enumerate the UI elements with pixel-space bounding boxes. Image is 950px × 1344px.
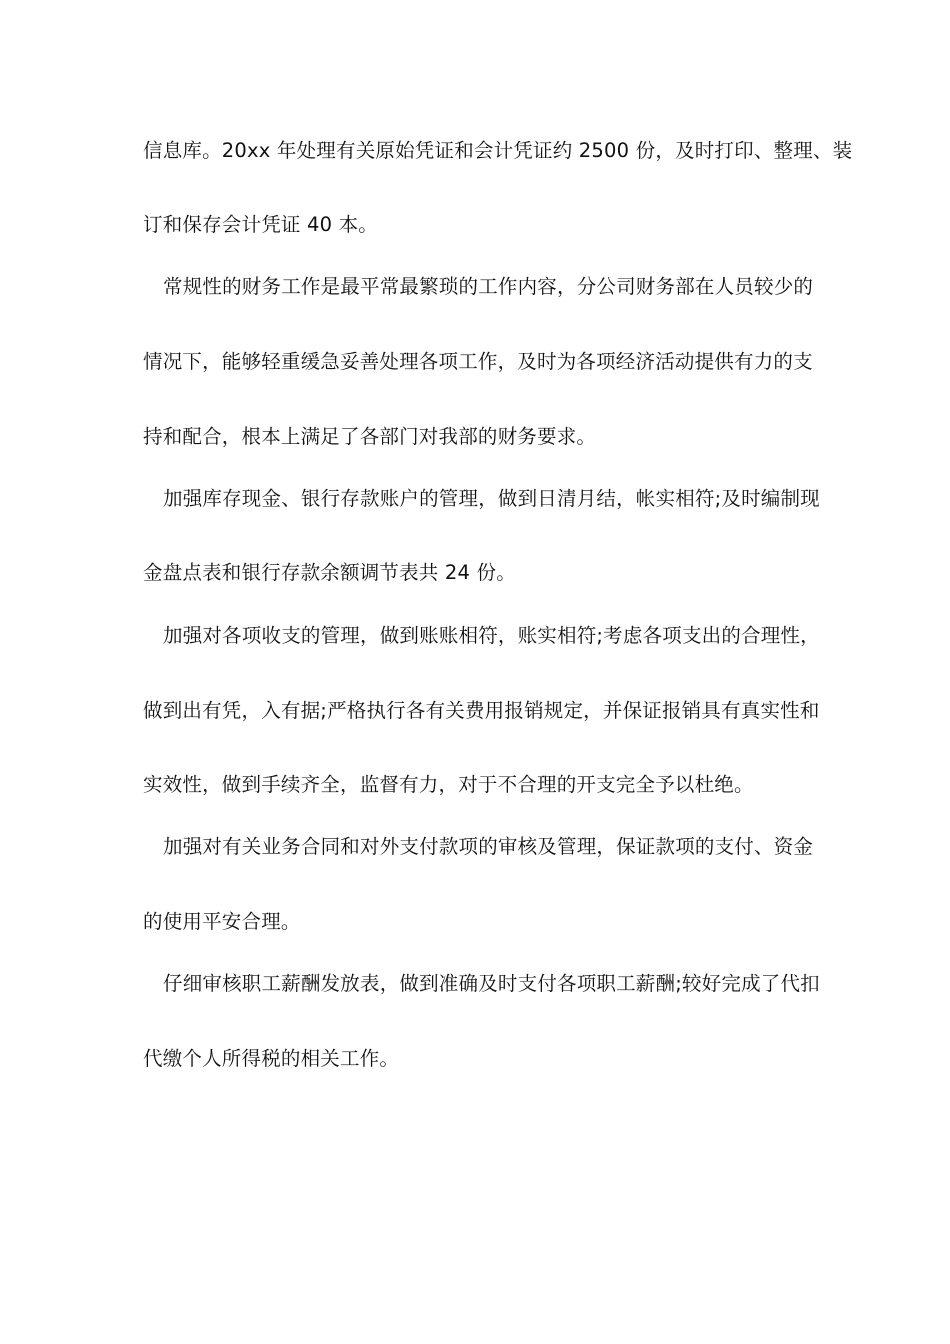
paragraph-start-line: 加强对有关业务合同和对外支付款项的审核及管理，保证款项的支付、资金: [163, 835, 814, 858]
text-line: 金盘点表和银行存款余额调节表共 24 份。: [143, 561, 516, 584]
text-line: 的使用平安合理。: [143, 910, 301, 933]
paragraph-start-line: 加强对各项收支的管理，做到账账相符，账实相符;考虑各项支出的合理性，: [163, 624, 820, 647]
text-line: 实效性，做到手续齐全，监督有力，对于不合理的开支完全予以杜绝。: [143, 773, 754, 796]
text-line: 订和保存会计凭证 40 本。: [143, 213, 379, 236]
text-line: 情况下，能够轻重缓急妥善处理各项工作，及时为各项经济活动提供有力的支: [143, 350, 813, 373]
text-line: 代缴个人所得税的相关工作。: [143, 1047, 400, 1070]
paragraph-start-line: 常规性的财务工作是最平常最繁琐的工作内容，分公司财务部在人员较少的: [163, 275, 814, 298]
paragraph-start-line: 仔细审核职工薪酬发放表，做到准确及时支付各项职工薪酬;较好完成了代扣: [163, 972, 820, 995]
paragraph-start-line: 加强库存现金、银行存款账户的管理，做到日清月结，帐实相符;及时编制现: [163, 487, 820, 510]
text-line: 持和配合，根本上满足了各部门对我部的财务要求。: [143, 425, 597, 448]
text-line: 信息库。20xx 年处理有关原始凭证和会计凭证约 2500 份，及时打印、整理、装: [143, 139, 853, 162]
text-line: 做到出有凭，入有据;严格执行各有关费用报销规定，并保证报销具有真实性和: [143, 699, 820, 722]
